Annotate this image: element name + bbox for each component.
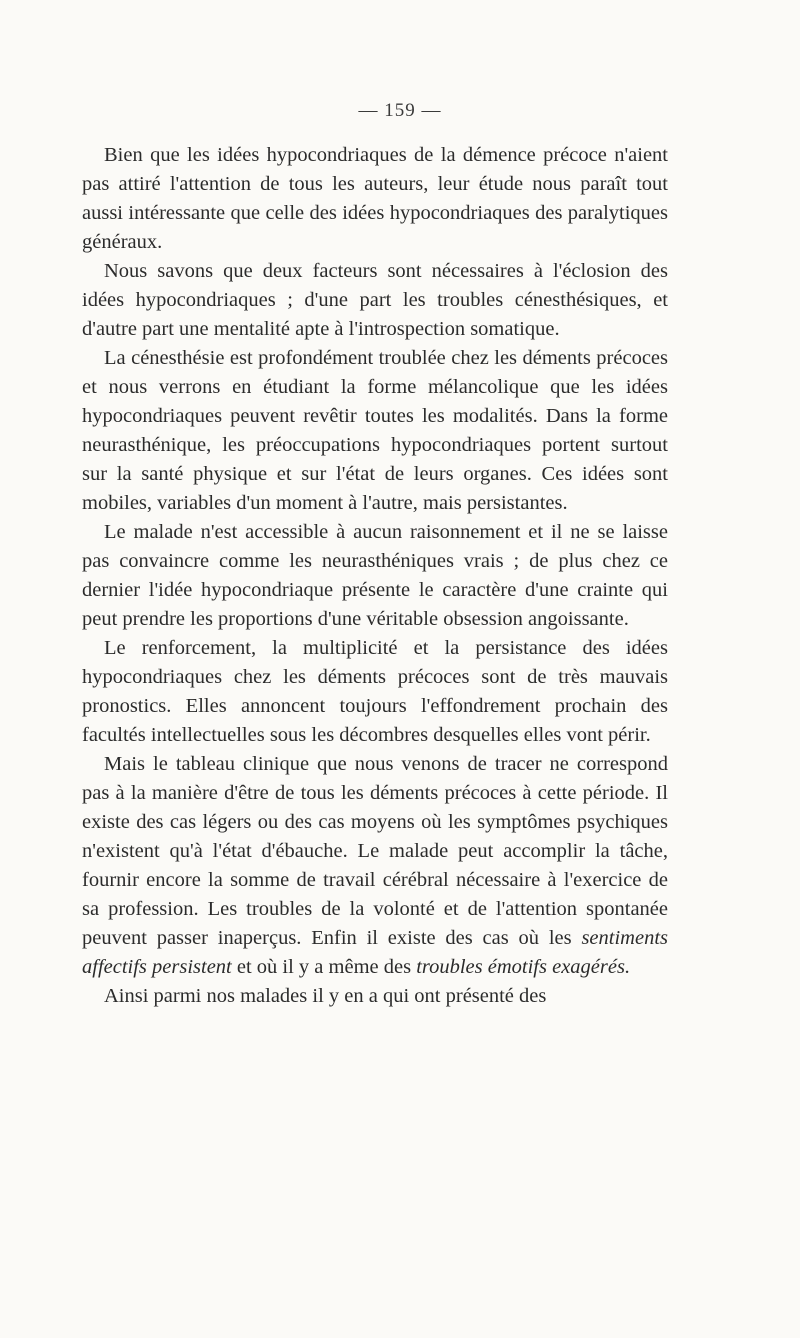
paragraph-7: Ainsi parmi nos malades il y en a qui ont présenté des: [104, 985, 547, 1007]
paragraph-6-middle: et où il y a même des: [231, 956, 417, 978]
paragraph-6: [82, 750, 668, 982]
body-text: [82, 141, 668, 1011]
page-number: — 159 —: [358, 100, 442, 121]
paragraph-1: Bien que les idées hypocondriaques de la démence précoce n'aient pas attiré l'attention de tous les auteurs, leur étude nous paraît tout aussi intéressante que celle des idées hypocondriaques des paralytiques généraux.: [82, 144, 668, 253]
paragraph-4: Le malade n'est accessible à aucun raisonnement et il ne se laisse pas convaincre comme les neurasthéniques vrais ; de plus chez ce dernier l'idée hypocondriaque présente le caractère d'une crainte qui peut prendre les proportions d'une véritable obsession angoissante.: [82, 521, 668, 630]
paragraph-5: Le renforcement, la multiplicité et la persistance des idées hypocondriaques chez les déments précoces sont de très mauvais pronostics. Elles annoncent toujours l'effondrement prochain des facultés intellectuelles sous les décombres desquelles elles vont périr.: [82, 637, 668, 746]
paragraph-6-text: Mais le tableau clinique que nous venons de tracer ne correspond pas à la manière d'être de tous les déments précoces à cette période. Il existe des cas légers ou des cas moyens où les symptômes psychiques n'existent qu'à l'état d'ébauche. Le malade peut accomplir la tâche, fournir encore la somme de travail cérébral nécessaire à l'exercice de sa profession. Les troubles de la volonté et de l'attention spontanée peuvent passer inaperçus. Enfin il existe des cas où les: [82, 753, 668, 949]
paragraph-2: Nous savons que deux facteurs sont nécessaires à l'éclosion des idées hypocondriaques ; d'une part les troubles cénesthésiques, et d'autre part une mentalité apte à l'introspection somatique.: [82, 260, 668, 340]
italic-phrase-1: sentiments affectifs persistent: [82, 927, 668, 978]
italic-phrase-2: troubles émotifs exagérés.: [416, 956, 631, 978]
paragraph-3: La cénesthésie est profondément troublée chez les déments précoces et nous verrons en étudiant la forme mélancolique que les idées hypocondriaques peuvent revêtir toutes les modalités. Dans la forme neurasthénique, les préoccupations hypocondriaques portent surtout sur la santé physique et sur l'état de leurs organes. Ces idées sont mobiles, variables d'un moment à l'autre, mais persistantes.: [82, 347, 668, 514]
